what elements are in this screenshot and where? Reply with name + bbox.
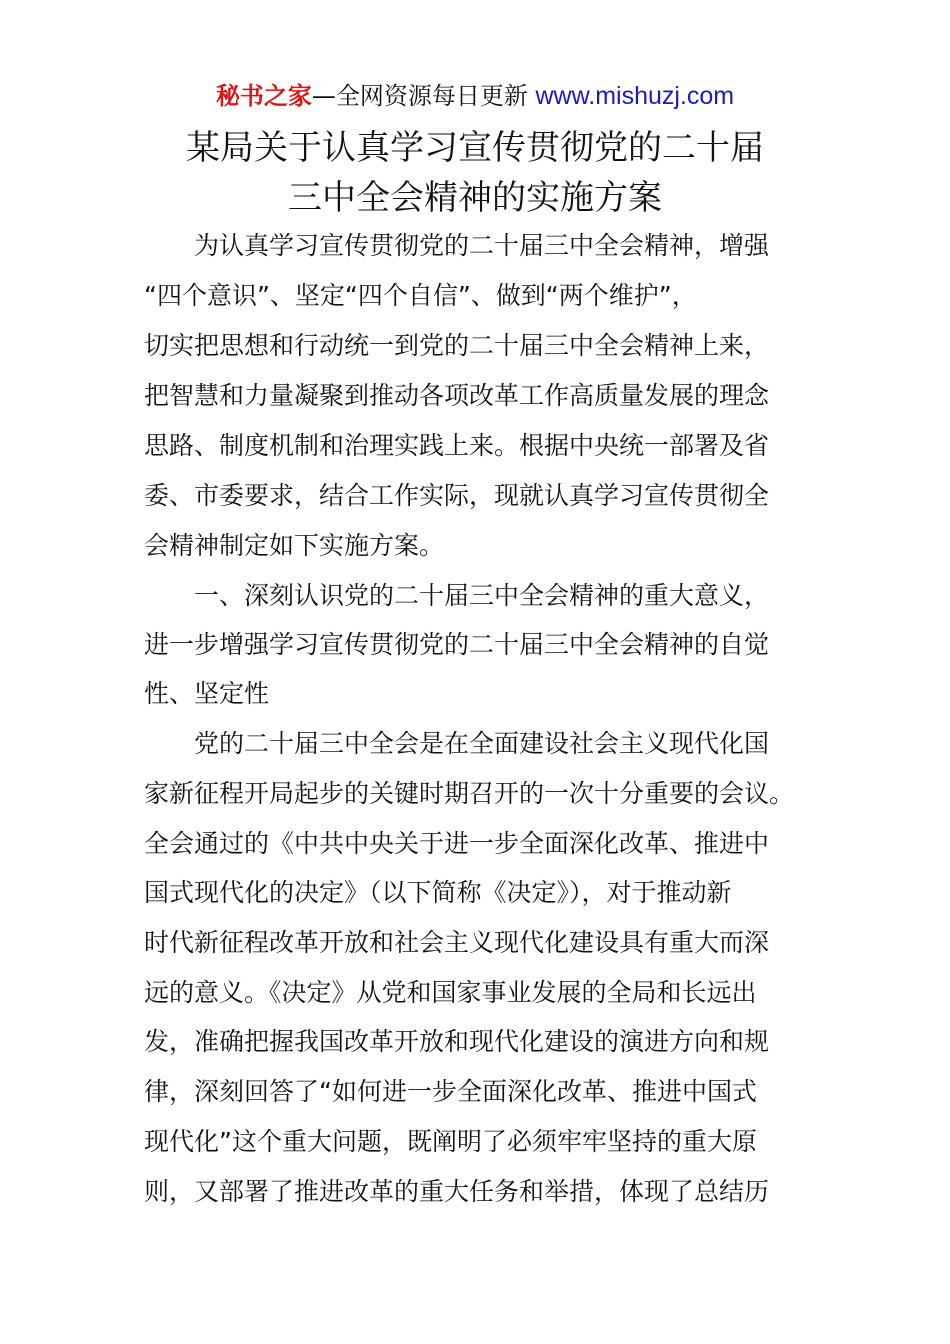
- site-header: [0, 78, 950, 114]
- section-heading-line: 一、深刻认识党的二十届三中全会精神的重大意义，: [194, 581, 770, 610]
- paragraph-line: 全会通过的《中共中央关于进一步全面深化改革、推进中: [144, 829, 770, 858]
- paragraph-line: 党的二十届三中全会是在全面建设社会主义现代化国: [194, 729, 770, 758]
- paragraph-line: 则，又部署了推进改革的重大任务和举措，体现了总结历: [144, 1177, 770, 1206]
- paragraph-line: 思路、制度机制和治理实践上来。根据中央统一部署及省: [144, 431, 770, 460]
- site-tagline: —全网资源每日更新: [311, 82, 528, 110]
- paragraph-line: 远的意义。《决定》从党和国家事业发展的全局和长远出: [144, 978, 757, 1007]
- paragraph-line: 委、市委要求，结合工作实际，现就认真学习宣传贯彻全: [144, 481, 770, 510]
- section-heading-line: 进一步增强学习宣传贯彻党的二十届三中全会精神的自觉: [144, 630, 770, 659]
- paragraph-line: “四个意识”、坚定“四个自信”、做到“两个维护”，: [144, 281, 697, 310]
- site-brand: 秘书之家: [215, 82, 312, 110]
- paragraph-line: 会精神制定如下实施方案。: [144, 531, 445, 560]
- paragraph-line: 为认真学习宣传贯彻党的二十届三中全会精神，增强: [194, 231, 770, 260]
- site-url-link[interactable]: www.mishuzj.com: [535, 82, 735, 110]
- paragraph-line: 切实把思想和行动统一到党的二十届三中全会精神上来，: [144, 331, 770, 360]
- paragraph-line: 把智慧和力量凝聚到推动各项改革工作高质量发展的理念: [144, 381, 770, 410]
- paragraph-line: 发，准确把握我国改革开放和现代化建设的演进方向和规: [144, 1027, 770, 1056]
- paragraph-line: 国式现代化的决定》（以下简称《决定》），对于推动新: [144, 878, 732, 907]
- document-title-line-1: 某局关于认真学习宣传贯彻党的二十届: [186, 128, 764, 168]
- paragraph-line: 时代新征程改革开放和社会主义现代化建设具有重大而深: [144, 928, 770, 957]
- paragraph-line: 律，深刻回答了“如何进一步全面深化改革、推进中国式: [144, 1077, 757, 1106]
- document-title-line-2: 三中全会精神的实施方案: [288, 178, 662, 218]
- paragraph-line: 现代化”这个重大问题，既阐明了必须牢牢坚持的重大原: [144, 1127, 757, 1156]
- section-heading-line: 性、坚定性: [144, 679, 270, 708]
- paragraph-line: 家新征程开局起步的关键时期召开的一次十分重要的会议。: [144, 779, 795, 808]
